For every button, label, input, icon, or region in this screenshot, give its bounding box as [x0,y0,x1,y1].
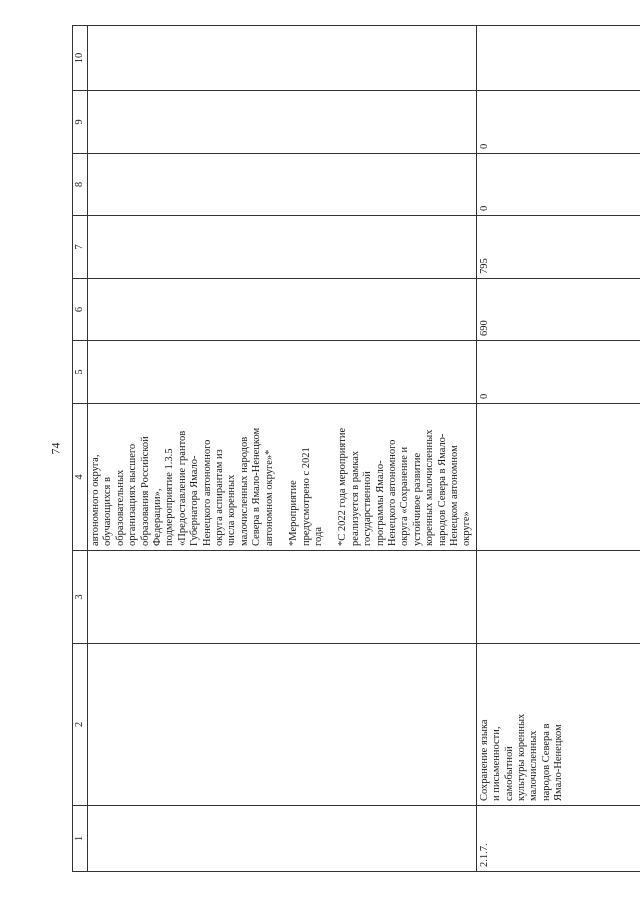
cell [88,26,477,91]
table-row [476,26,640,872]
program-table [72,25,640,872]
cell [88,154,477,216]
row-number: 2.1.7. [476,806,640,872]
value-col-5: 0 [476,341,640,404]
cell [476,404,640,551]
footnote-2021: *Мероприятие предусмотрено с 2021 года [288,447,324,546]
header-col-2: 2 [73,644,88,806]
cell [88,216,477,279]
rotated-table-container [72,26,608,872]
header-row [73,26,88,872]
value-col-8: 0 [476,154,640,216]
cell [88,806,477,872]
footnote-2022: *С 2022 года мероприятие реализуется в рамках государственной программы Ямало- Ненецкого автономного округа «Сохранение и устойчивое развитие коренных малочисленных народов Севера в Ямало- Ненецком автономном округе» [337,427,473,546]
value-col-9: 0 [476,91,640,154]
header-col-9: 9 [73,91,88,154]
header-col-1: 1 [73,806,88,872]
value-col-10 [476,26,640,91]
header-col-3: 3 [73,551,88,644]
cell [88,551,477,644]
cell [88,341,477,404]
cell [88,644,477,806]
row-name: Сохранение языка и письменности, самобытной культуры коренных малочисленных народов Севера в Ямало-Ненецком [476,644,640,806]
page-number: 74 [48,442,63,455]
value-col-7: 795 [476,216,640,279]
header-col-7: 7 [73,216,88,279]
cell [88,91,477,154]
measure-description-cell [88,404,477,551]
value-col-6: 690 [476,279,640,341]
header-col-10: 10 [73,26,88,91]
header-col-6: 6 [73,279,88,341]
cell [88,279,477,341]
header-col-4: 4 [73,404,88,551]
measure-description: автономного округа, обучающихся в образовательных организациях высшего образования Российской Федерации», подмероприятие 1.3.5 «Предоставление грантов Губернатора Ямало- Ненецкого автономного округа аспирантам из числа коренных малочисленных народов Севера в Ямало-Ненецком автономном округе»* [90,427,275,546]
cell [476,551,640,644]
header-col-5: 5 [73,341,88,404]
table-row [88,26,477,872]
header-col-8: 8 [73,154,88,216]
